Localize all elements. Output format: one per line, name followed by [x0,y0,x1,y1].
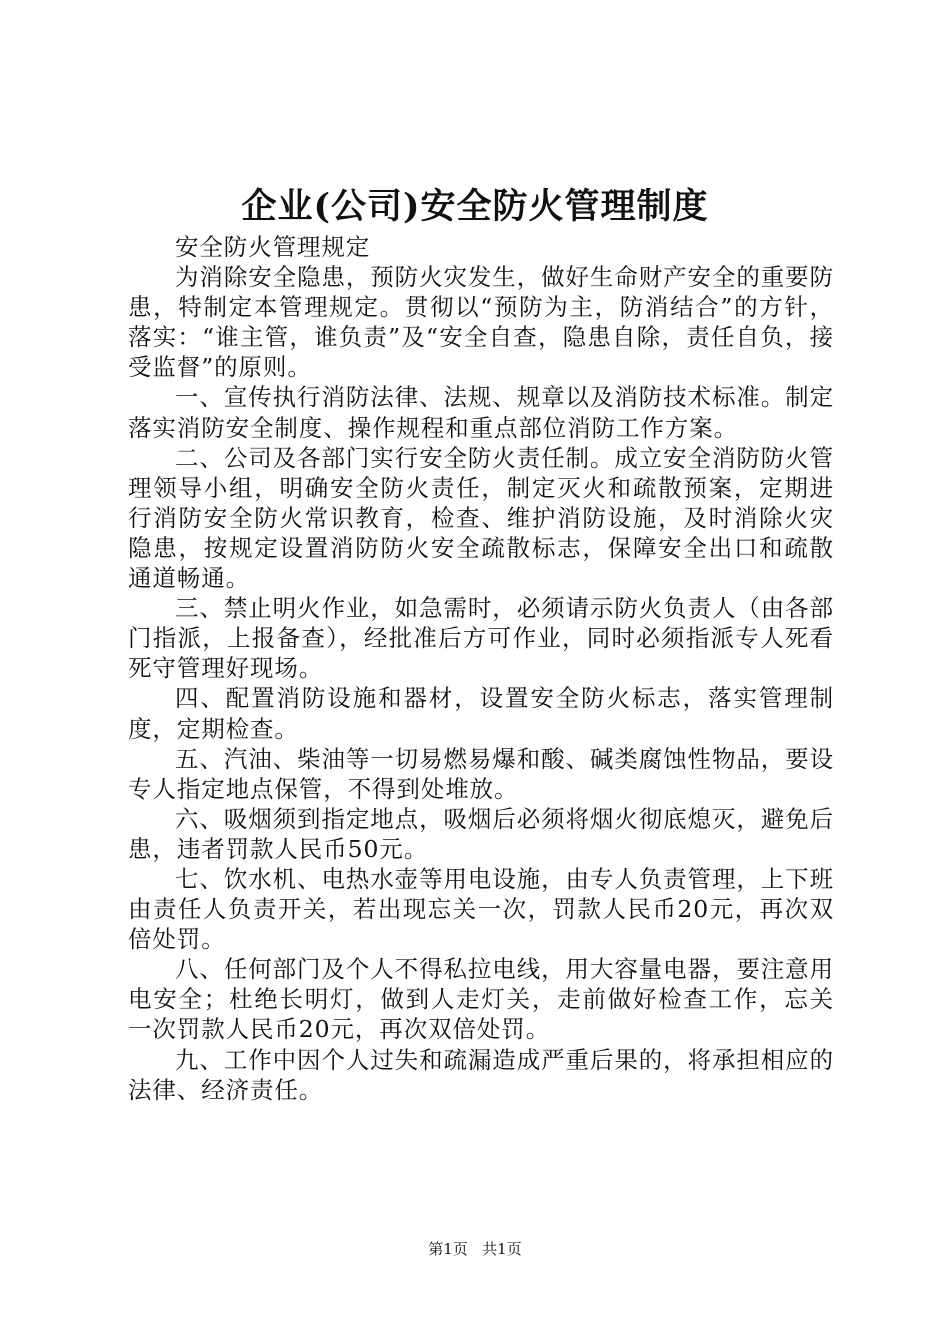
paragraph-item-3: 三、禁止明火作业，如急需时，必须请示防火负责人（由各部门指派，上报备查），经批准后方可作业，同时必须指派专人死看死守管理好现场。 [128,594,834,683]
paragraph-item-8: 八、任何部门及个人不得私拉电线，用大容量电器，要注意用电安全；杜绝长明灯，做到人走灯关，走前做好检查工作，忘关一次罚款人民币20元，再次双倍处罚。 [128,955,834,1044]
paragraph-preamble: 为消除安全隐患，预防火灾发生，做好生命财产安全的重要防患，特制定本管理规定。贯彻以“预防为主，防消结合”的方针，落实：“谁主管，谁负责”及“安全自查，隐患自除，责任自负，接受监督”的原则。 [128,263,834,382]
page-number: 第1页 [428,1240,468,1258]
page-total: 共1页 [482,1240,522,1258]
paragraph-item-5: 五、汽油、柴油等一切易燃易爆和酸、碱类腐蚀性物品，要设专人指定地点保管，不得到处堆放。 [128,744,834,803]
document-body [128,232,834,1105]
page-separator [473,1240,478,1258]
paragraph-item-1: 一、宣传执行消防法律、法规、规章以及消防技术标准。制定落实消防安全制度、操作规程和重点部位消防工作方案。 [128,383,834,442]
document-title: 企业(公司)安全防火管理制度 [241,186,709,227]
paragraph-item-9: 九、工作中因个人过失和疏漏造成严重后果的，将承担相应的法律、经济责任。 [128,1045,834,1104]
paragraph-item-2: 二、公司及各部门实行安全防火责任制。成立安全消防防火管理领导小组，明确安全防火责任，制定灭火和疏散预案，定期进行消防安全防火常识教育，检查、维护消防设施，及时消除火灾隐患，按规定设置消防防火安全疏散标志，保障安全出口和疏散通道畅通。 [128,443,834,593]
paragraph-subtitle: 安全防火管理规定 [175,233,371,261]
paragraph-item-7: 七、饮水机、电热水壶等用电设施，由专人负责管理，上下班由责任人负责开关，若出现忘关一次，罚款人民币20元，再次双倍处罚。 [128,864,834,954]
paragraph-item-6: 六、吸烟须到指定地点，吸烟后必须将烟火彻底熄灭，避免后患，违者罚款人民币50元。 [128,804,834,863]
paragraph-item-4: 四、配置消防设施和器材，设置安全防火标志，落实管理制度，定期检查。 [128,684,834,743]
page-footer [0,1239,950,1259]
